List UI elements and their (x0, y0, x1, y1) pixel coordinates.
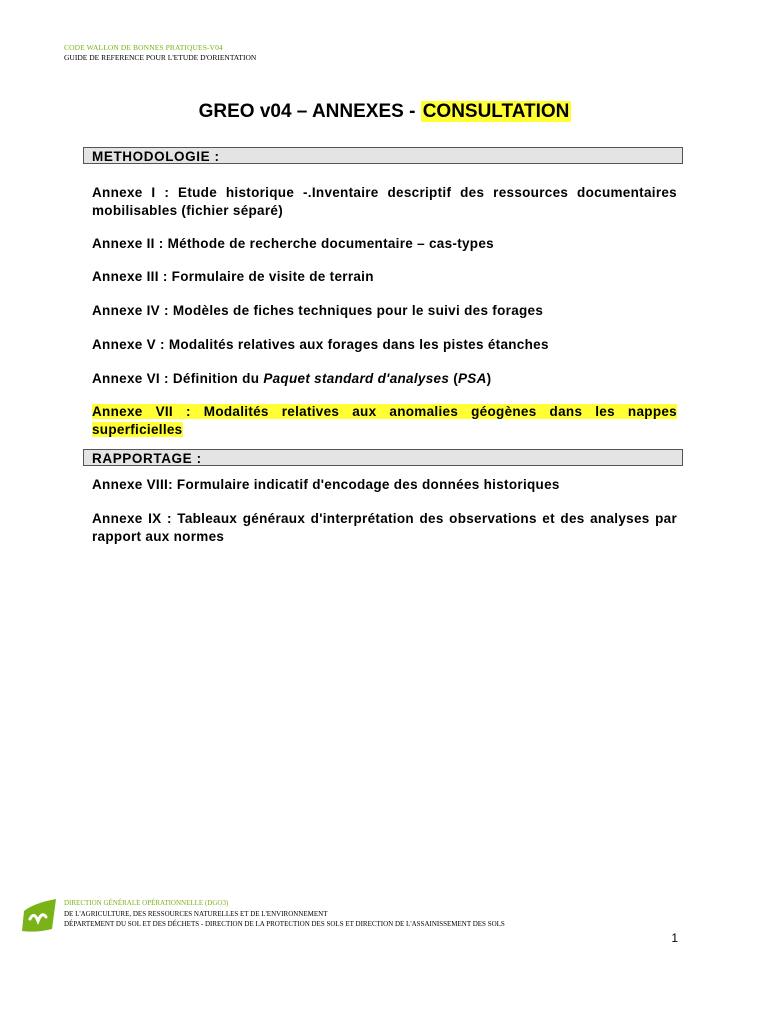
annex-4: Annexe IV : Modèles de fiches techniques pour le suivi des forages (92, 303, 544, 318)
page-number: 1 (671, 931, 678, 945)
annex-3: Annexe III : Formulaire de visite de terrain (92, 269, 374, 284)
annex-6-prefix: Annexe VI : Définition du (92, 371, 264, 386)
section-rapportage: RAPPORTAGE : (83, 449, 683, 466)
dgo3-logo-icon (20, 897, 60, 933)
annex-6-mid: ( (449, 371, 458, 386)
page-title (0, 101, 770, 123)
section-methodologie: METHODOLOGIE : (83, 147, 683, 164)
annex-7-text: Annexe VII : Modalités relatives aux anomalies géogènes dans les nappes superficielles (92, 404, 677, 437)
header-line-1: CODE WALLON DE BONNES PRATIQUES-V04 (64, 43, 223, 52)
title-highlight: CONSULTATION (422, 101, 570, 122)
annex-8: Annexe VIII: Formulaire indicatif d'encodage des données historiques (92, 477, 560, 492)
title-main: GREO v04 – ANNEXES - (198, 101, 421, 122)
annex-6-psa: PSA (458, 371, 487, 386)
footer-line-1: DIRECTION GÉNÉRALE OPÉRATIONNELLE (DGO3) (64, 899, 229, 907)
annex-6 (92, 370, 677, 388)
footer-line-2: DE L'AGRICULTURE, DES RESSOURCES NATURELLES ET DE L'ENVIRONNEMENT (64, 910, 328, 918)
annex-2: Annexe II : Méthode de recherche documentaire – cas-types (92, 236, 494, 251)
annex-6-italic: Paquet standard d'analyses (263, 371, 450, 386)
footer-line-3: DÉPARTEMENT DU SOL ET DES DÉCHETS - DIRECTION DE LA PROTECTION DES SOLS ET DIRECTION DE L'ASSAINISSEMENT DES SOLS (64, 920, 505, 928)
annex-6-suffix: ) (486, 371, 492, 386)
header-line-2: GUIDE DE REFERENCE POUR L'ETUDE D'ORIENTATION (64, 53, 257, 62)
annex-9: Annexe IX : Tableaux généraux d'interprétation des observations et des analyses par rapport aux normes (92, 511, 677, 544)
annex-1: Annexe I : Etude historique -.Inventaire descriptif des ressources documentaires mobilisables (fichier séparé) (92, 185, 677, 218)
annex-5: Annexe V : Modalités relatives aux forages dans les pistes étanches (92, 337, 549, 352)
annex-7 (92, 403, 677, 438)
